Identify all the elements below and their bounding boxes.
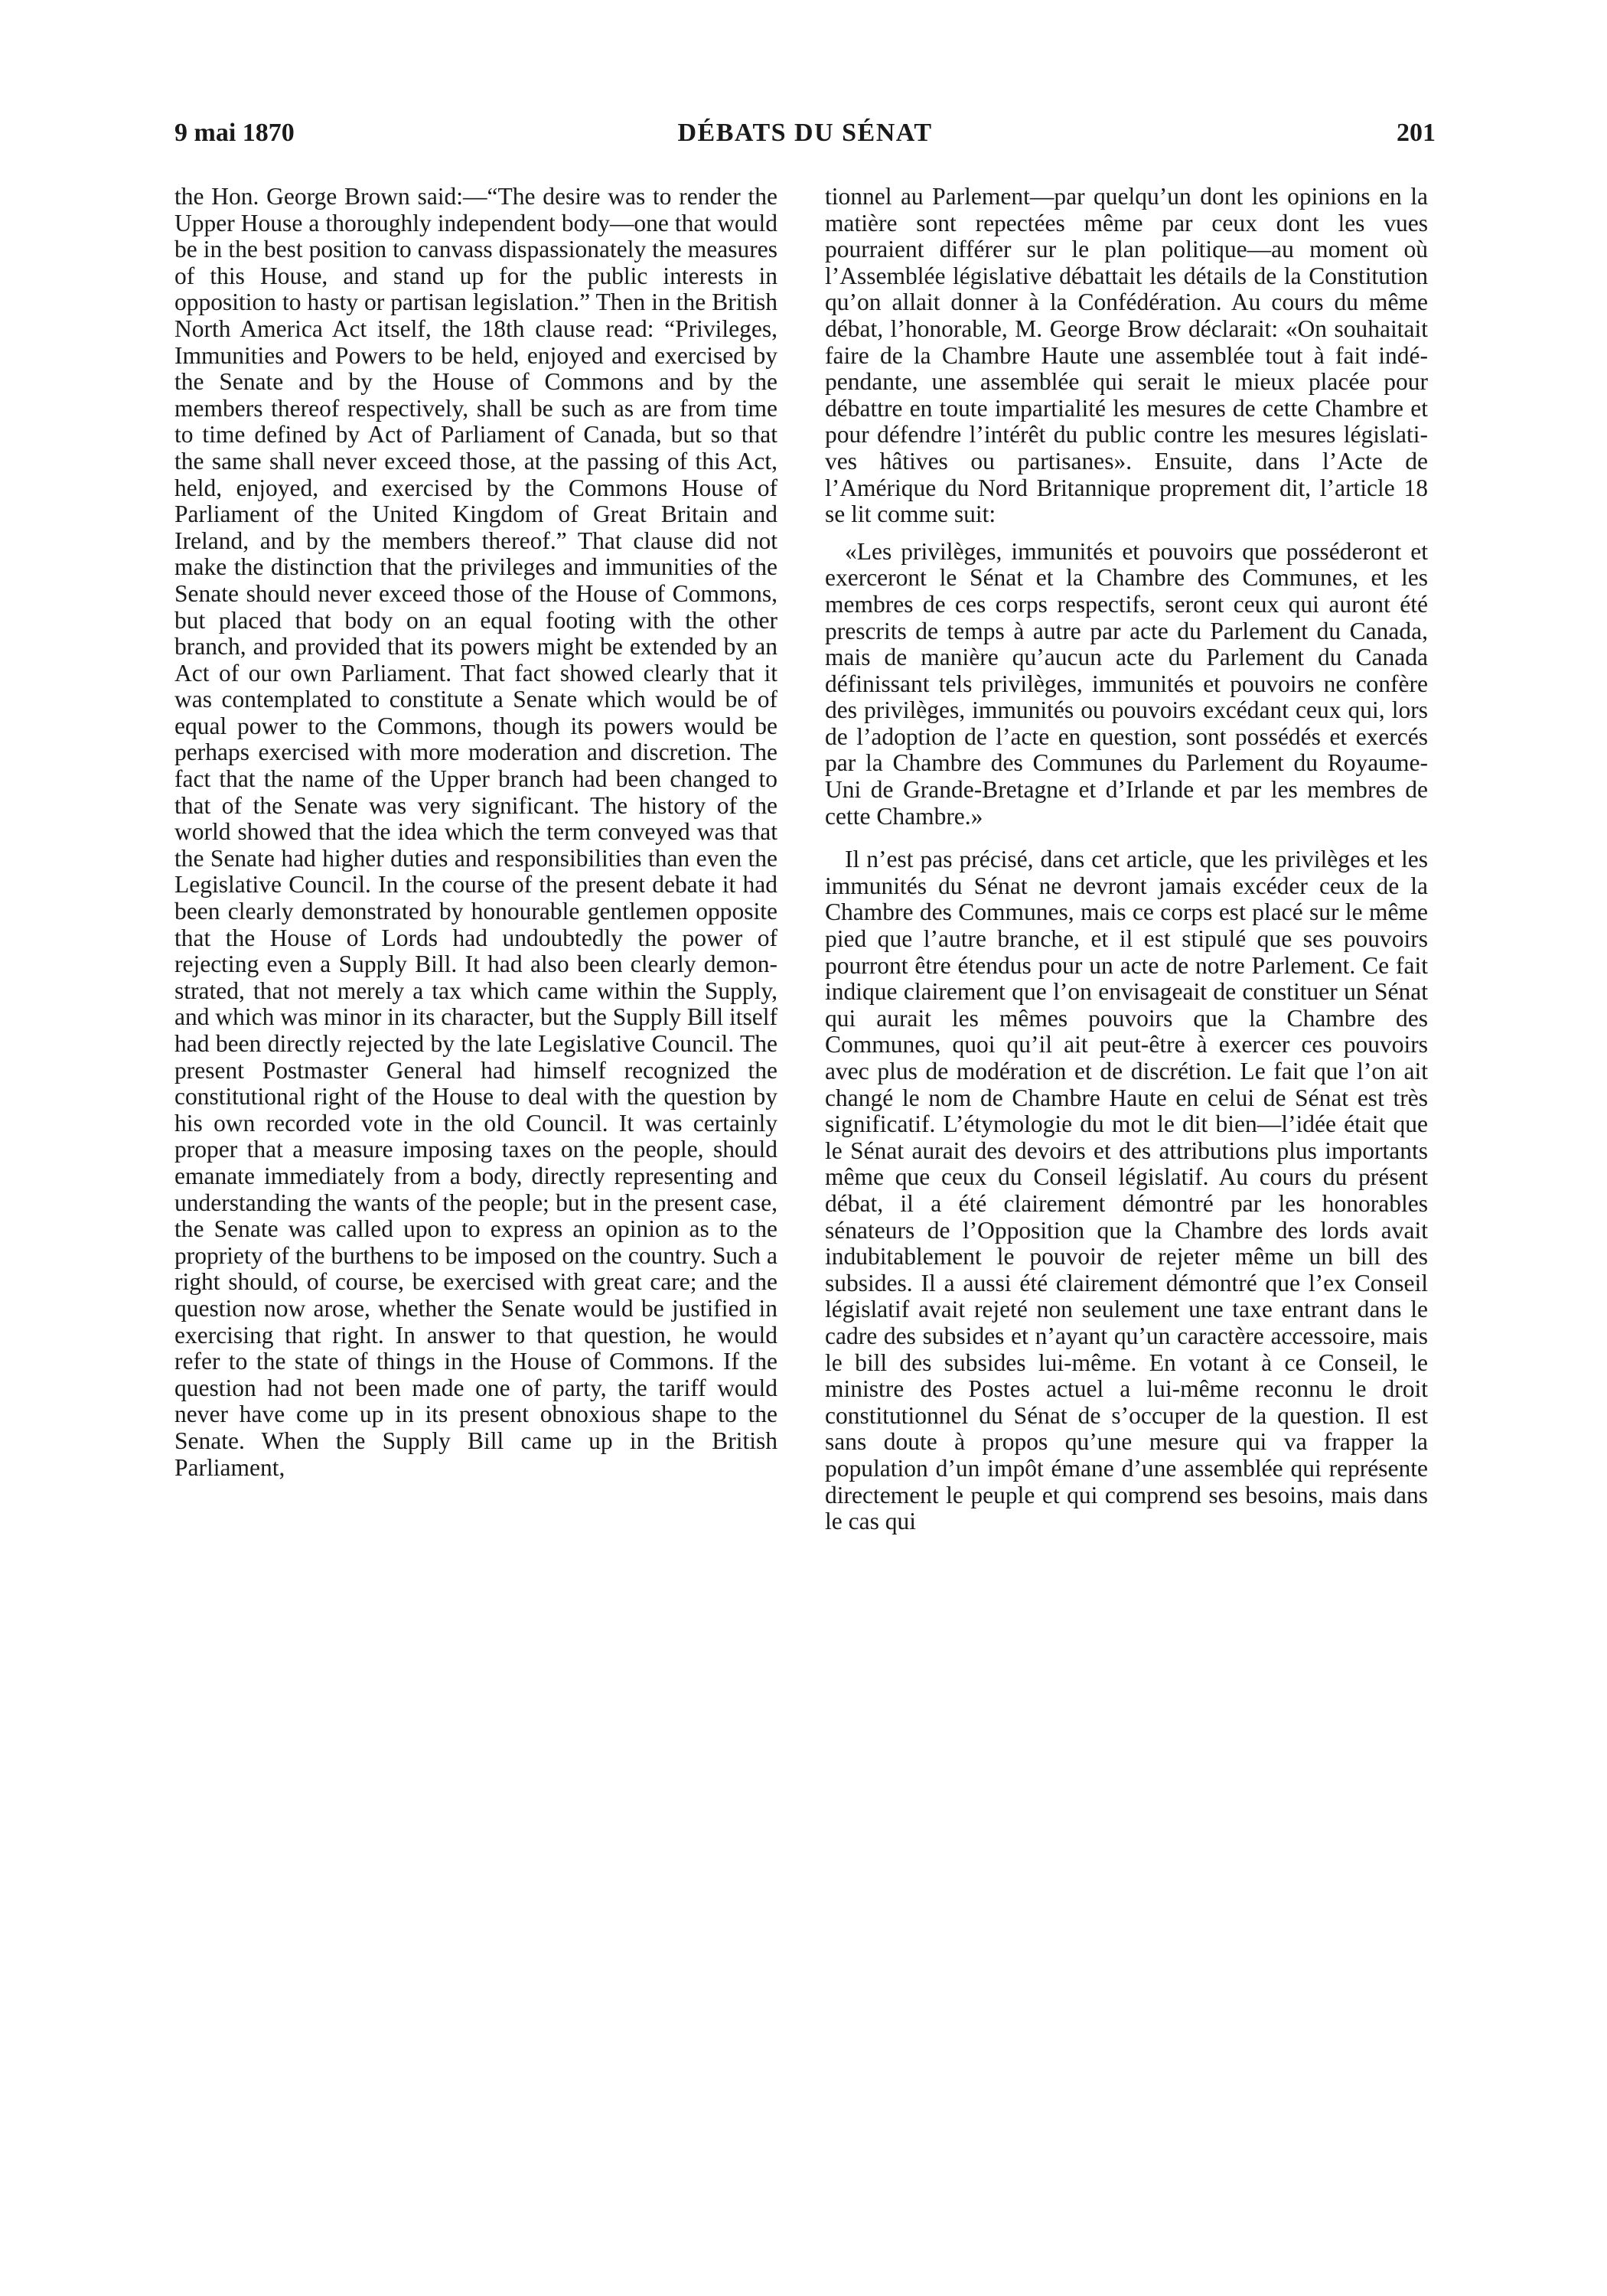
page-number: 201 — [1397, 119, 1436, 147]
right-column-paragraph-1: tionnel au Parlement—par quelqu’un dont les opinions en la matière sont repectées même par ceux dont les vues pourraient différer sur le plan politique—au moment où l’Assemblée législative débattait les détails de la Constitution qu’on allait donner à la Confédération. Au cours du même débat, l’honorable, M. George Brow déclarait: «On souhaitait faire de la Chambre Haute une assemblée tout à fait indépendante, une assemblée qui serait le mieux placée pour débattre en toute impartialité les mesures de cette Chambre et pour défendre l’intérêt du public contre les mesures législatives hâtives ou partisanes». Ensuite, dans l’Acte de l’Amérique du Nord Britannique proprement dit, l’article 18 se lit comme suit: — [825, 183, 1428, 528]
right-column-quote: «Les privilèges, immunités et pouvoirs que posséderont et exerceront le Sénat et la Chambre des Communes, et les membres de ces corps respectifs, seront ceux qui auront été prescrits de temps à autre par acte du Parlement du Canada, mais de manière qu’aucun acte du Parlement du Canada définissant tels privilèges, immunités et pouvoirs ne confère des privilèges, immunités ou pouvoirs excédant ceux qui, lors de l’adoption de l’acte en question, sont possédés et exercés par la Chambre des Communes du Parlement du Royaume-Uni de Grande-Bretagne et d’Irlande et par les membres de cette Chambre.» — [825, 537, 1428, 830]
right-column — [825, 184, 1428, 1535]
right-column-paragraph-2: Il n’est pas précisé, dans cet article, que les privilèges et les immunités du Sénat ne devront jamais excéder ceux de la Chambre des Communes, mais ce corps est placé sur le même pied que l’autre branche, et il est stipulé que ses pouvoirs pourront être étendus pour un acte de notre Parlement. Ce fait indique clairement que l’on envisageait de constituer un Sénat qui aurait les mêmes pouvoirs que la Chambre des Communes, quoi qu’il ait peut-être à exercer ces pouvoirs avec plus de modération et de discrétion. Le fait que l’on ait changé le nom de Chambre Haute en celui de Sénat est très significatif. L’étymologie du mot le dit bien—l’idée était que le Sénat aurait des devoirs et des attributions plus importants même que ceux du Conseil législatif. Au cours du présent débat, il a été clairement démontré par les honorables sénateurs de l’Opposition que la Chambre des lords avait indubitablement le pouvoir de rejeter même un bill des subsides. Il a aussi été clairement démontré que l’ex Conseil législatif avait rejeté non seulement une taxe entrant dans le cadre des subsides et n’ayant qu’un caractère accessoire, mais le bill des subsides lui-même. En votant à ce Conseil, le ministre des Postes actuel a lui-même reconnu le droit constitutionnel du Sénat de s’occuper de la question. Il est sans doute à propos qu’une mesure qui va frapper la population d’un impôt émane d’une assemblée qui représente directement le peuple et qui comprend ses besoins, mais dans le cas qui — [825, 846, 1428, 1535]
left-column — [174, 184, 777, 1481]
page-header — [174, 116, 1436, 162]
left-column-paragraph: the Hon. George Brown said:—“The desire was to render the Upper House a thoroughly independent body—one that would be in the best position to canvass dispassionately the measures of this House, and stand up for the public interests in opposition to hasty or partisan legislation.” Then in the British North America Act itself, the 18th clause read: “Privileges, Immunities and Powers to be held, enjoyed and exercised by the Senate and by the House of Commons and by the members thereof respectively, shall be such as are from time to time defined by Act of Parliament of Canada, but so that the same shall never exceed those, at the passing of this Act, held, enjoyed, and exercised by the Commons House of Parliament of the United Kingdom of Great Britain and Ireland, and by the members thereof.” That clause did not make the distinction that the privileges and immunities of the Senate should never exceed those of the House of Commons, but placed that body on an equal footing with the other branch, and provided that its powers might be extended by an Act of our own Parliament. That fact showed clearly that it was contemplated to constitute a Senate which would be of equal power to the Commons, though its powers would be perhaps exercised with more moderation and discretion. The fact that the name of the Upper branch had been changed to that of the Senate was very significant. The history of the world showed that the idea which the term conveyed was that the Senate had higher duties and responsibilities than even the Legislative Council. In the course of the present debate it had been clearly demonstrated by honourable gentlemen opposite that the House of Lords had undoubtedly the power of rejecting even a Supply Bill. It had also been clearly demonstrated, that not merely a tax which came within the Supply, and which was minor in its character, but the Supply Bill itself had been directly rejected by the late Legislative Council. The present Postmaster General had himself recognized the constitutional right of the House to deal with the question by his own recorded vote in the old Council. It was certainly proper that a measure imposing taxes on the people, should emanate immediately from a body, directly representing and understanding the wants of the people; but in the present case, the Senate was called upon to express an opinion as to the propriety of the burthens to be imposed on the country. Such a right should, of course, be exercised with great care; and the question now arose, whether the Senate would be justified in exercising that right. In answer to that question, he would refer to the state of things in the House of Commons. If the question had not been made one of party, the tariff would never have come up in its present obnoxious shape to the Senate. When the Supply Bill came up in the British Parliament, — [174, 183, 777, 1481]
header-title: DÉBATS DU SÉNAT — [677, 119, 933, 147]
header-date: 9 mai 1870 — [174, 119, 295, 147]
